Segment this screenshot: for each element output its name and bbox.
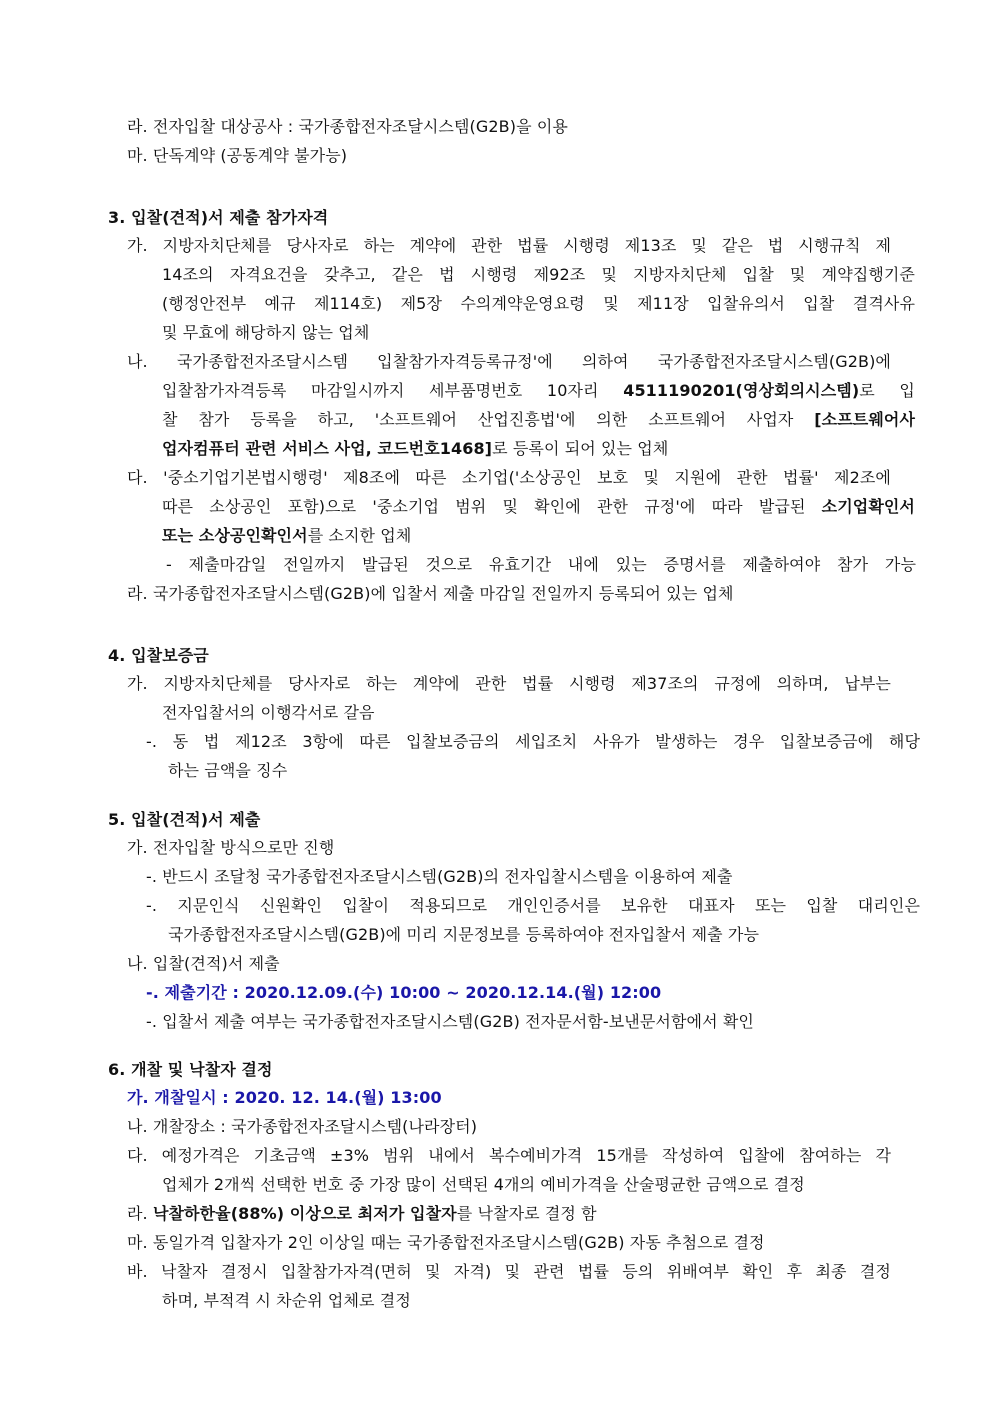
s6-item-ma: 마. 동일가격 입찰자가 2인 이상일 때는 국가종합전자조달시스템(G2B) 자동 추첨으로 결정 [127,1233,765,1252]
item-ma-single-contract: 마. 단독계약 (공동계약 불가능) [127,146,348,165]
s6-item-da-line2: 업체가 2개씩 선택한 번호 중 가장 많이 선택된 4개의 예비가격을 산술평균한 금액으로 결정 [162,1175,805,1194]
s3-item-ga-line3: (행정안전부 예규 제114호) 제5장 수의계약운영요령 및 제11장 입찰유의서 입찰 결격사유 [162,294,915,313]
section-4-heading: 4. 입찰보증금 [108,646,209,665]
s3-item-da-line3: 또는 소상공인확인서를 소지한 업체 [162,526,412,545]
s5-submission-period: -. 제출기간 : 2020.12.09.(수) 10:00 ~ 2020.12.14.(월) 12:00 [146,983,662,1002]
section-6-heading: 6. 개찰 및 낙찰자 결정 [108,1060,273,1079]
section-3-heading: 3. 입찰(견적)서 제출 참가자격 [108,208,329,227]
s6-opening-date: 가. 개찰일시 : 2020. 12. 14.(월) 13:00 [127,1088,442,1107]
s5-ga-dash2-line2: 국가종합전자조달시스템(G2B)에 미리 지문정보를 등록하여야 전자입찰서 제출 가능 [168,925,760,944]
s3-item-da-note: - 제출마감일 전일까지 발급된 것으로 유효기간 내에 있는 증명서를 제출하여야 참가 가능 [166,555,916,574]
s4-item-ga-line2: 전자입찰서의 이행각서로 갈음 [162,703,375,722]
s3-item-ra: 라. 국가종합전자조달시스템(G2B)에 입찰서 제출 마감일 전일까지 등록되어 있는 업체 [127,584,734,603]
s3-item-ga-line2: 14조의 자격요건을 갖추고, 같은 법 시행령 제92조 및 지방자치단체 입찰 및 계약집행기준 [162,265,915,284]
s5-na-dash2: -. 입찰서 제출 여부는 국가종합전자조달시스템(G2B) 전자문서함-보낸문서함에서 확인 [146,1012,754,1031]
s3-item-na-line1: 나. 국가종합전자조달시스템 입찰참가자격등록규정'에 의하여 국가종합전자조달시스템(G2B)에 [127,352,891,371]
s3-item-na-line2: 입찰참가자격등록 마감일시까지 세부품명번호 10자리 4511190201(영상회의시스템)로 입 [162,381,915,400]
s3-item-ga-line4: 및 무효에 해당하지 않는 업체 [162,323,370,342]
s3-item-ga-line1: 가. 지방자치단체를 당사자로 하는 계약에 관한 법률 시행령 제13조 및 같은 법 시행규칙 제 [127,236,891,255]
s3-item-da-line2: 따른 소상공인 포함)으로 '중소기업 범위 및 확인에 관한 규정'에 따라 발급된 소기업확인서 [162,497,915,516]
section-5-heading: 5. 입찰(견적)서 제출 [108,810,261,829]
s4-dash-line1: -. 동 법 제12조 3항에 따른 입찰보증금의 세입조치 사유가 발생하는 경우 입찰보증금에 해당 [146,732,920,751]
s5-ga-dash2-line1: -. 지문인식 신원확인 입찰이 적용되므로 개인인증서를 보유한 대표자 또는 입찰 대리인은 [146,896,920,915]
s3-item-da-line1: 다. '중소기업기본법시행령' 제8조에 따른 소기업('소상공인 보호 및 지원에 관한 법률' 제2조에 [127,468,891,487]
s5-item-na: 나. 입찰(견적)서 제출 [127,954,280,973]
item-ra-e-bidding: 라. 전자입찰 대상공사 : 국가종합전자조달시스템(G2B)을 이용 [127,117,568,136]
s5-ga-dash1: -. 반드시 조달청 국가종합전자조달시스템(G2B)의 전자입찰시스템을 이용하여 제출 [146,867,733,886]
s6-item-ba-line1: 바. 낙찰자 결정시 입찰참가자격(면허 및 자격) 및 관련 법률 등의 위배여부 확인 후 최종 결정 [127,1262,891,1281]
s3-item-na-line3: 찰 참가 등록을 하고, '소프트웨어 산업진흥법'에 의한 소프트웨어 사업자 [소프트웨어사 [162,410,915,429]
s6-item-da-line1: 다. 예정가격은 기초금액 ±3% 범위 내에서 복수예비가격 15개를 작성하여 입찰에 참여하는 각 [127,1146,891,1165]
s6-item-ra: 라. 낙찰하한율(88%) 이상으로 최저가 입찰자를 낙찰자로 결정 함 [127,1204,597,1223]
s3-item-na-line4: 업자컴퓨터 관련 서비스 사업, 코드번호1468]로 등록이 되어 있는 업체 [162,439,669,458]
s6-item-ba-line2: 하며, 부적격 시 차순위 업체로 결정 [162,1291,411,1310]
s4-dash-line2: 하는 금액을 징수 [168,761,288,780]
s5-item-ga: 가. 전자입찰 방식으로만 진행 [127,838,335,857]
s4-item-ga-line1: 가. 지방자치단체를 당사자로 하는 계약에 관한 법률 시행령 제37조의 규정에 의하며, 납부는 [127,674,891,693]
s6-item-na: 나. 개찰장소 : 국가종합전자조달시스템(나라장터) [127,1117,478,1136]
